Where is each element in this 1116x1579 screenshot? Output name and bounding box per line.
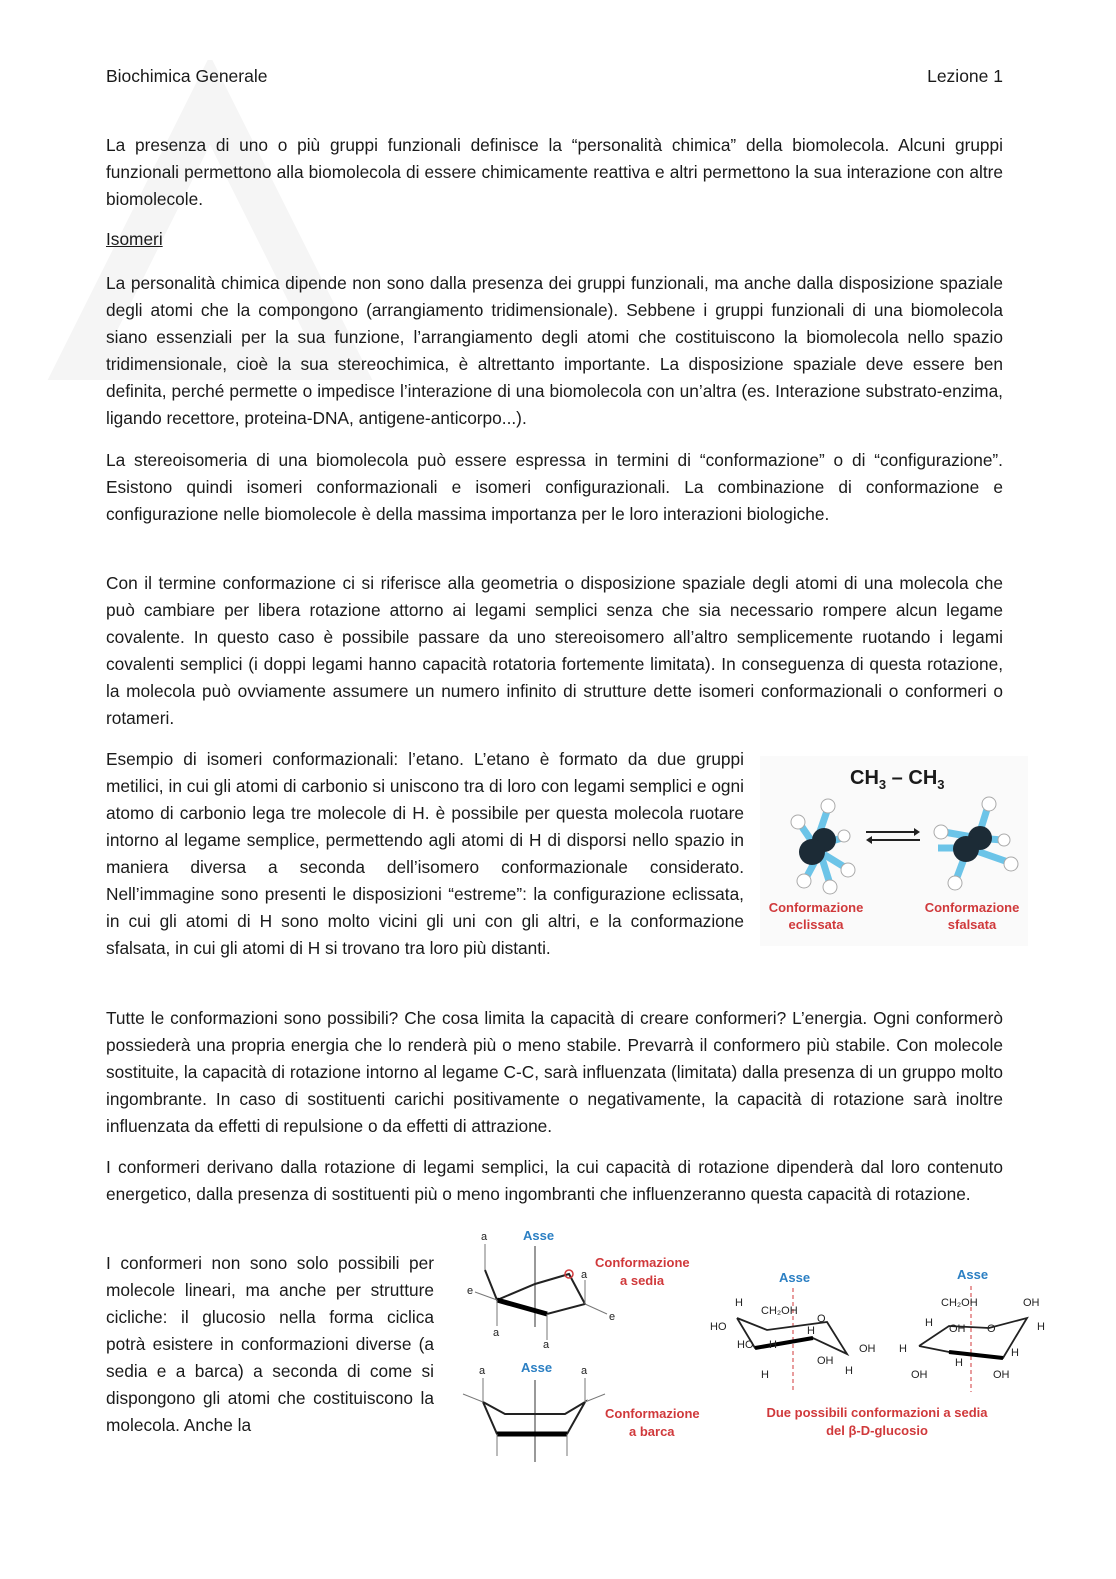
- svg-text:H: H: [845, 1365, 853, 1377]
- svg-text:OH: OH: [859, 1343, 876, 1355]
- svg-text:H: H: [735, 1297, 743, 1309]
- svg-text:H: H: [769, 1339, 777, 1351]
- svg-text:OH: OH: [993, 1369, 1010, 1381]
- paragraph-functional-groups: La presenza di uno o più gruppi funzionali definisce la “personalità chimica” della biomolecola. Alcuni gruppi funzionali permettono alla biomolecola di essere chimicamente reattiva e altri permettono la sua interazione con altre biomolecole.: [106, 135, 1003, 209]
- svg-text:e: e: [467, 1285, 474, 1297]
- chair-label-line2: a sedia: [620, 1273, 665, 1288]
- svg-text:H: H: [925, 1317, 933, 1329]
- ethane-formula: $CH_3 - CH_3$: [850, 767, 945, 792]
- svg-text:H: H: [899, 1343, 907, 1355]
- svg-text:OH: OH: [817, 1355, 834, 1367]
- svg-text:OH: OH: [949, 1323, 966, 1335]
- svg-text:a: a: [581, 1365, 588, 1377]
- paragraph-stereochemistry: La personalità chimica dipende non sono dalla presenza dei gruppi funzionali, ma anche dalla disposizione spaziale degli atomi che la compongono (arrangiamento tridimensionale). Sebbene i gruppi funzionali di una biomolecola siano essenziali per la sua funzione, l’arrangiamento degli atomi che costituiscono la biomolecola nello spazio tridimensionale, cioè la sua stereochimica, è altrettanto importante. La disposizione spaziale deve essere ben definita, perché permette o impedisce l’interazione di una biomolecola con un’altra (es. Interazione substrato-enzima, ligando recettore, proteina-DNA, antigene-anticorpo...).: [106, 273, 1003, 428]
- svg-text:H: H: [807, 1325, 815, 1337]
- boat-axis-label: Asse: [521, 1360, 553, 1375]
- eclipsed-label-line2: eclissata: [788, 917, 844, 932]
- svg-text:a: a: [493, 1327, 500, 1339]
- svg-text:O: O: [817, 1313, 826, 1325]
- svg-text:H: H: [761, 1369, 769, 1381]
- chair-conformation-diagram: [467, 1228, 690, 1351]
- beta-glucose-chair-2: [899, 1267, 1045, 1392]
- boat-conformation-diagram: [463, 1360, 700, 1462]
- glucose-caption-line1: Due possibili conformazioni a sedia: [766, 1405, 988, 1420]
- section-heading-isomeri: Isomeri: [106, 229, 163, 249]
- staggered-label-line1: Conformazione: [924, 900, 1020, 915]
- header-lesson-number: Lezione 1: [927, 66, 1003, 86]
- svg-text:e: e: [609, 1311, 616, 1323]
- header-course-title: Biochimica Generale: [106, 66, 268, 86]
- svg-text:CH₂OH: CH₂OH: [941, 1297, 978, 1309]
- eclipsed-label-line1: Conformazione: [768, 900, 864, 915]
- paragraph-energy: Tutte le conformazioni sono possibili? Che cosa limita la capacità di creare conformeri? L’energia. Ogni conformerò possiederà una propria energia che lo renderà più o meno stabile. Prevarrà il conformero più stabile. Con molecole sostituite, la capacità di rotazione intorno al legame C-C, sarà influenzata (limitata) dalla presenza di un gruppo molto ingombrante. In caso di sostituenti carichi positivamente o negativamente, la capacità di rotazione sarà inoltre influenzata da effetti di repulsione o da effetti di attrazione.: [106, 1008, 1003, 1136]
- svg-text:a: a: [543, 1339, 550, 1351]
- glucose-conformations-figure: [455, 1222, 1055, 1467]
- chair-axis-label: Asse: [523, 1228, 555, 1243]
- ethane-conformations-figure: [760, 756, 1028, 946]
- svg-text:HO: HO: [737, 1339, 754, 1351]
- svg-text:Asse: Asse: [957, 1267, 989, 1282]
- boat-label-line2: a barca: [629, 1424, 675, 1439]
- svg-text:a: a: [481, 1231, 488, 1243]
- svg-text:Asse: Asse: [779, 1270, 811, 1285]
- paragraph-stereoisomeria: La stereoisomeria di una biomolecola può essere espressa in termini di “conformazione” o di “configurazione”. Esistono quindi isomeri conformazionali e isomeri configurazionali. La combinazione di conformazione e configurazione nelle biomolecole è della massima importanza per le loro interazioni biologiche.: [106, 450, 1003, 524]
- boat-label-line1: Conformazione: [605, 1406, 700, 1421]
- paragraph-rotation: I conformeri derivano dalla rotazione di legami semplici, la cui capacità di rotazione dipenderà dal loro contenuto energetico, dalla presenza di sostituenti più o meno ingombranti che influenzeranno questa capacità di rotazione.: [106, 1157, 1003, 1204]
- svg-text:a: a: [479, 1365, 486, 1377]
- chair-label-line1: Conformazione: [595, 1255, 690, 1270]
- glucose-caption-line2: del β-D-glucosio: [826, 1423, 928, 1438]
- svg-text:H: H: [955, 1357, 963, 1369]
- svg-text:OH: OH: [1023, 1297, 1040, 1309]
- svg-text:OH: OH: [911, 1369, 928, 1381]
- svg-text:O: O: [987, 1323, 996, 1335]
- paragraph-cyclic-conformers: I conformeri non sono solo possibili per molecole lineari, ma anche per strutture cicliche: il glucosio nella forma ciclica potrà esistere in conformazioni diverse (a sedia e a barca) a seconda di come si dispongono gli atomi che costituiscono la molecola. Anche la: [106, 1253, 434, 1435]
- paragraph-conformazione: Con il termine conformazione ci si riferisce alla geometria o disposizione spaziale degli atomi di una molecola che può cambiare per libera rotazione attorno ai legami semplici senza che sia necessario rompere alcun legame covalente. In questo caso è possibile passare da uno stereoisomero all’altro semplicemente ruotando i legami covalenti semplici (i doppi legami hanno capacità rotatoria fortemente limitata). In conseguenza di questa rotazione, la molecola può ovviamente assumere un numero infinito di strutture dette isomeri conformazionali o conformeri o rotameri.: [106, 573, 1003, 728]
- svg-text:HO: HO: [710, 1321, 727, 1333]
- paragraph-ethane-example: Esempio di isomeri conformazionali: l’etano. L’etano è formato da due gruppi metilici, in cui gli atomi di carbonio si uniscono tra di loro con legami semplici e ogni atomo di carbonio lega tre molecole di H. è possibile per questa molecola ruotare intorno al legame semplice, permettendo agli atomi di H di disporsi nello spazio in maniera diversa a seconda dell’isomero conformazionale considerato. Nell’immagine sono presenti le disposizioni “estreme”: la configurazione eclissata, in cui gli atomi di H sono molto vicini gli uni con gli altri, e la conformazione sfalsata, in cui gli atomi di H si trovano tra loro più distanti.: [106, 749, 744, 958]
- svg-text:CH₂OH: CH₂OH: [761, 1305, 798, 1317]
- svg-text:a: a: [581, 1269, 588, 1281]
- svg-text:H: H: [1037, 1321, 1045, 1333]
- staggered-label-line2: sfalsata: [947, 917, 997, 932]
- beta-glucose-chair-1: [710, 1270, 876, 1392]
- svg-text:H: H: [1011, 1347, 1019, 1359]
- page-header: [106, 66, 1003, 92]
